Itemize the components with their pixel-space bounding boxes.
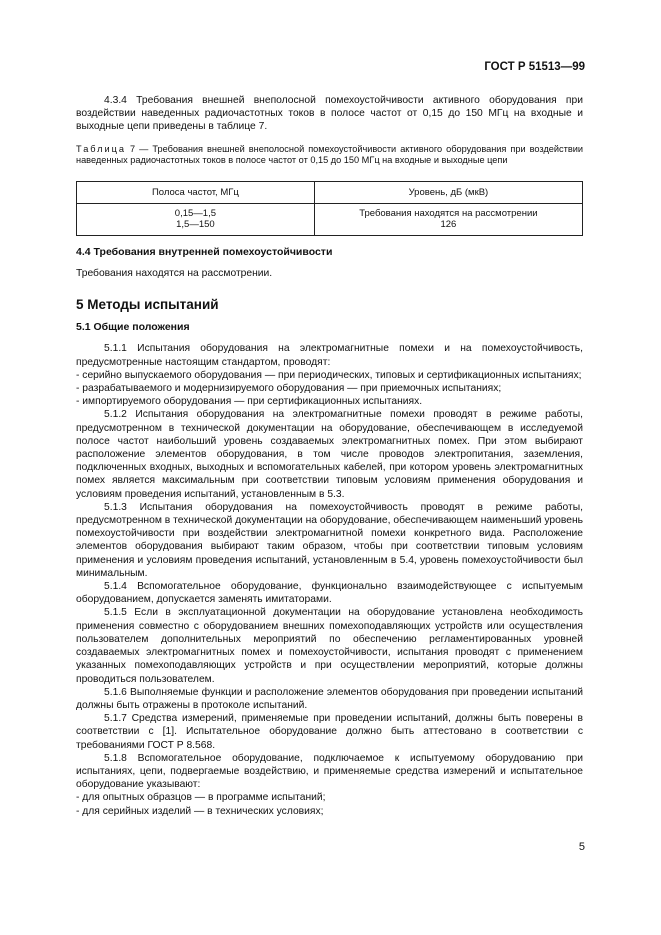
heading-4-4: 4.4 Требования внутренней помехоустойчивости [76, 245, 333, 258]
paragraph-5-1-3: 5.1.3 Испытания оборудования на помехоустойчивость проводят в режиме работы, предусмотренном в технической документации на оборудование, обеспечивающем наименьший уровень помехоустойчивости при воздействии электромагнитной помехи конкретного вида. Расположение элементов оборудования выбирают таким образом, чтобы при соответствии типовым условиям применения и условиям проведения испытаний, установленным в 5.4, уровень помехоустойчивости был минимальным. [76, 501, 583, 579]
paragraph-5-1-1: 5.1.1 Испытания оборудования на электромагнитные помехи и на помехоустойчивость, предусмотренные настоящим стандартом, проводят: [76, 343, 583, 368]
table-cell-level-2: 126 [440, 219, 457, 231]
paragraph-5-1-6: 5.1.6 Выполняемые функции и расположение элементов оборудования при проведении испытаний должны быть отражены в протоколе испытаний. [76, 686, 583, 711]
document-body [76, 94, 583, 818]
table-caption [76, 144, 583, 167]
list-item-5-1-1-a: - серийно выпускаемого оборудования — при периодических, типовых и сертификационных испытаниях; [76, 369, 582, 381]
paragraph-4-4: Требования находятся на рассмотрении. [76, 267, 273, 279]
table-caption-label: Таблица [76, 143, 127, 154]
document-header: ГОСТ Р 51513—99 [484, 61, 585, 73]
table-caption-text: 7 — Требования внешней внеполосной помехоустойчивости активного оборудования при воздействии наведенных радиочастотных токов в полосе частот от 0,15 до 150 МГц на входные и выходные цепи [76, 143, 583, 166]
page-number: 5 [578, 841, 585, 853]
list-item-5-1-1-b: - разрабатываемого и модернизируемого оборудования — при приемочных испытаниях; [76, 383, 502, 395]
paragraph-5-1-5: 5.1.5 Если в эксплуатационной документации на оборудование установлена необходимость применения совместно с оборудованием внешних помехоподавляющих устройств или осуществления пользователем дополнительных мероприятий по обеспечению регламентированных уровней создаваемых электромагнитных помех и помехоустойчивости, испытания проводят с применением указанных помехоподавляющих устройств и при осуществлении мероприятий, которые должны проводиться пользователем. [76, 607, 583, 685]
paragraph-4-3-4: 4.3.4 Требования внешней внеполосной помехоустойчивости активного оборудования при воздействии наведенных радиочастотных токов в полосе частот от 0,15 до 150 МГц на входные и выходные цепи приведены в таблице 7. [76, 95, 583, 133]
list-item-5-1-1-c: - импортируемого оборудования — при сертификационных испытаниях. [76, 396, 423, 408]
paragraph-5-1-8: 5.1.8 Вспомогательное оборудование, подключаемое к испытуемому оборудованию при испытаниях, цепи, подвергаемые воздействию, и применяемые средства измерений и испытательное оборудование указывают: [76, 752, 583, 791]
table-header-level: Уровень, дБ (мкВ) [314, 181, 582, 203]
table-cell-level [314, 203, 582, 235]
heading-5: 5 Методы испытаний [76, 297, 219, 313]
list-item-5-1-8-a: - для опытных образцов — в программе испытаний; [76, 792, 326, 804]
paragraph-5-1-4: 5.1.4 Вспомогательное оборудование, функционально взаимодействующее с испытуемым оборудованием, допускается заменять имитаторами. [76, 581, 583, 606]
paragraph-5-1-2: 5.1.2 Испытания оборудования на электромагнитные помехи проводят в режиме работы, предусмотренном в технической документации на оборудование, обеспечивающем в исследуемой полосе частот наибольший уровень создаваемых электромагнитных помех. При этом выбирают расположение элементов оборудования, в том числе проводов электропитания, заземления, подключенных входных, выходных и вспомогательных кабелей, при котором уровень электромагнитных помех является максимальным при соответствии типовым условиям применения оборудования и условиям проведения испытаний, установленным в 5.3. [76, 409, 583, 500]
paragraph-5-1-7: 5.1.7 Средства измерений, применяемые при проведении испытаний, должны быть поверены в соответствии с [1]. Испытательное оборудование должно быть аттестовано в соответствии с требованиями ГОСТ Р 8.568. [76, 713, 583, 751]
list-item-5-1-8-b: - для серийных изделий — в технических условиях; [76, 805, 324, 817]
table-cell-frequency [77, 203, 315, 235]
table-cell-freq-2: 1,5—150 [176, 219, 215, 231]
heading-5-1: 5.1 Общие положения [76, 321, 190, 334]
table-7 [76, 181, 583, 236]
table-cell-freq-1: 0,15—1,5 [174, 207, 216, 219]
table-header-frequency: Полоса частот, МГц [77, 181, 315, 203]
table-cell-level-1: Требования находятся на рассмотрении [359, 207, 538, 219]
